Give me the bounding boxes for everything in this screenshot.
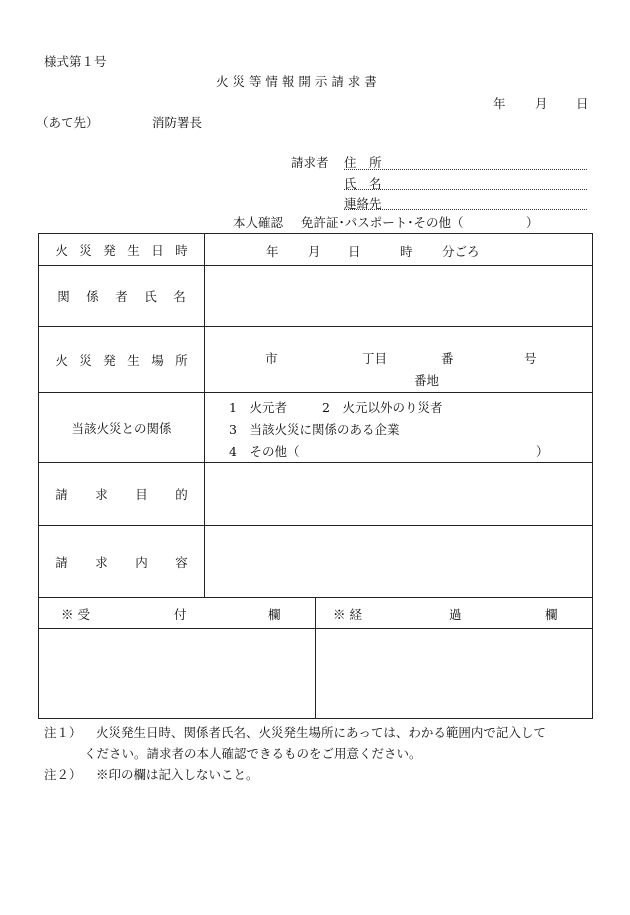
relation-label: 当該火災との関係 (39, 393, 205, 462)
relation-option-2[interactable]: 2 火元以外のり災者 (322, 400, 443, 415)
note1-label: 注１） (44, 725, 82, 740)
datetime-day: 日 (348, 244, 361, 259)
progress-area (316, 629, 592, 718)
datetime-minute: 分ごろ (442, 244, 480, 259)
contact-field[interactable] (344, 209, 587, 210)
request-table (38, 233, 593, 719)
addressee-prefix: （あて先） (36, 115, 99, 130)
requester-address-label: 住 所 (344, 155, 382, 170)
reception-end: 欄 (268, 607, 281, 622)
reception-header (39, 598, 316, 628)
form-number: 様式第１号 (44, 54, 107, 69)
identity-check-options: 免許証･パスポート･その他（ (301, 215, 464, 230)
row-fire-location (39, 327, 592, 393)
requester-contact-label: 連絡先 (344, 196, 382, 211)
row-relation (39, 393, 592, 463)
relation-option-1[interactable]: 1 火元者 (229, 400, 287, 415)
reception-mark: ※ 受 (61, 607, 90, 622)
row-related-person (39, 266, 592, 327)
date-year: 年 (493, 96, 506, 111)
row-fire-datetime (39, 234, 592, 266)
identity-check-label: 本人確認 (233, 215, 284, 230)
location-banchi: 番地 (414, 373, 440, 388)
note1-line2: ください。請求者の本人確認できるものをご用意ください。 (84, 746, 422, 761)
row-request-content (39, 526, 592, 598)
name-field[interactable] (344, 189, 587, 190)
related-person-label: 関 係 者 氏 名 (39, 266, 205, 326)
progress-mark: ※ 経 (333, 607, 362, 622)
note2-text: ※印の欄は記入しないこと。 (96, 767, 259, 782)
requester-label: 請求者 (291, 155, 329, 170)
requester-name-label: 氏 名 (344, 176, 382, 191)
fire-location-label: 火 災 発 生 場 所 (39, 327, 205, 392)
reception-mid: 付 (174, 607, 187, 622)
note1-line1: 火災発生日時、関係者氏名、火災発生場所にあっては、わかる範囲内で記入して (96, 725, 546, 740)
location-city: 市 (265, 351, 278, 366)
relation-option-4-close: ） (536, 444, 549, 459)
request-content-label: 請 求 内 容 (39, 526, 205, 597)
datetime-hour: 時 (400, 244, 413, 259)
row-office-use-header (39, 598, 592, 629)
date-month: 月 (535, 96, 548, 111)
location-ban: 番 (441, 351, 454, 366)
address-field[interactable] (344, 169, 587, 170)
addressee-name: 消防署長 (152, 115, 203, 130)
request-purpose-label: 請 求 目 的 (39, 463, 205, 525)
form-title: 火 災 等 情 報 開 示 請 求 書 (216, 74, 377, 89)
location-go: 号 (524, 351, 537, 366)
note2-label: 注２） (44, 767, 82, 782)
progress-mid: 過 (449, 607, 462, 622)
reception-area (39, 629, 316, 718)
datetime-month: 月 (308, 244, 321, 259)
row-request-purpose (39, 463, 592, 526)
relation-option-3[interactable]: 3 当該火災に関係のある企業 (229, 422, 400, 437)
identity-check-close: ） (526, 215, 539, 230)
location-chome: 丁目 (362, 351, 388, 366)
datetime-year: 年 (266, 244, 279, 259)
fire-datetime-label: 火 災 発 生 日 時 (39, 234, 205, 265)
progress-end: 欄 (545, 607, 558, 622)
date-day: 日 (576, 96, 589, 111)
relation-option-4[interactable]: 4 その他（ (229, 444, 300, 459)
